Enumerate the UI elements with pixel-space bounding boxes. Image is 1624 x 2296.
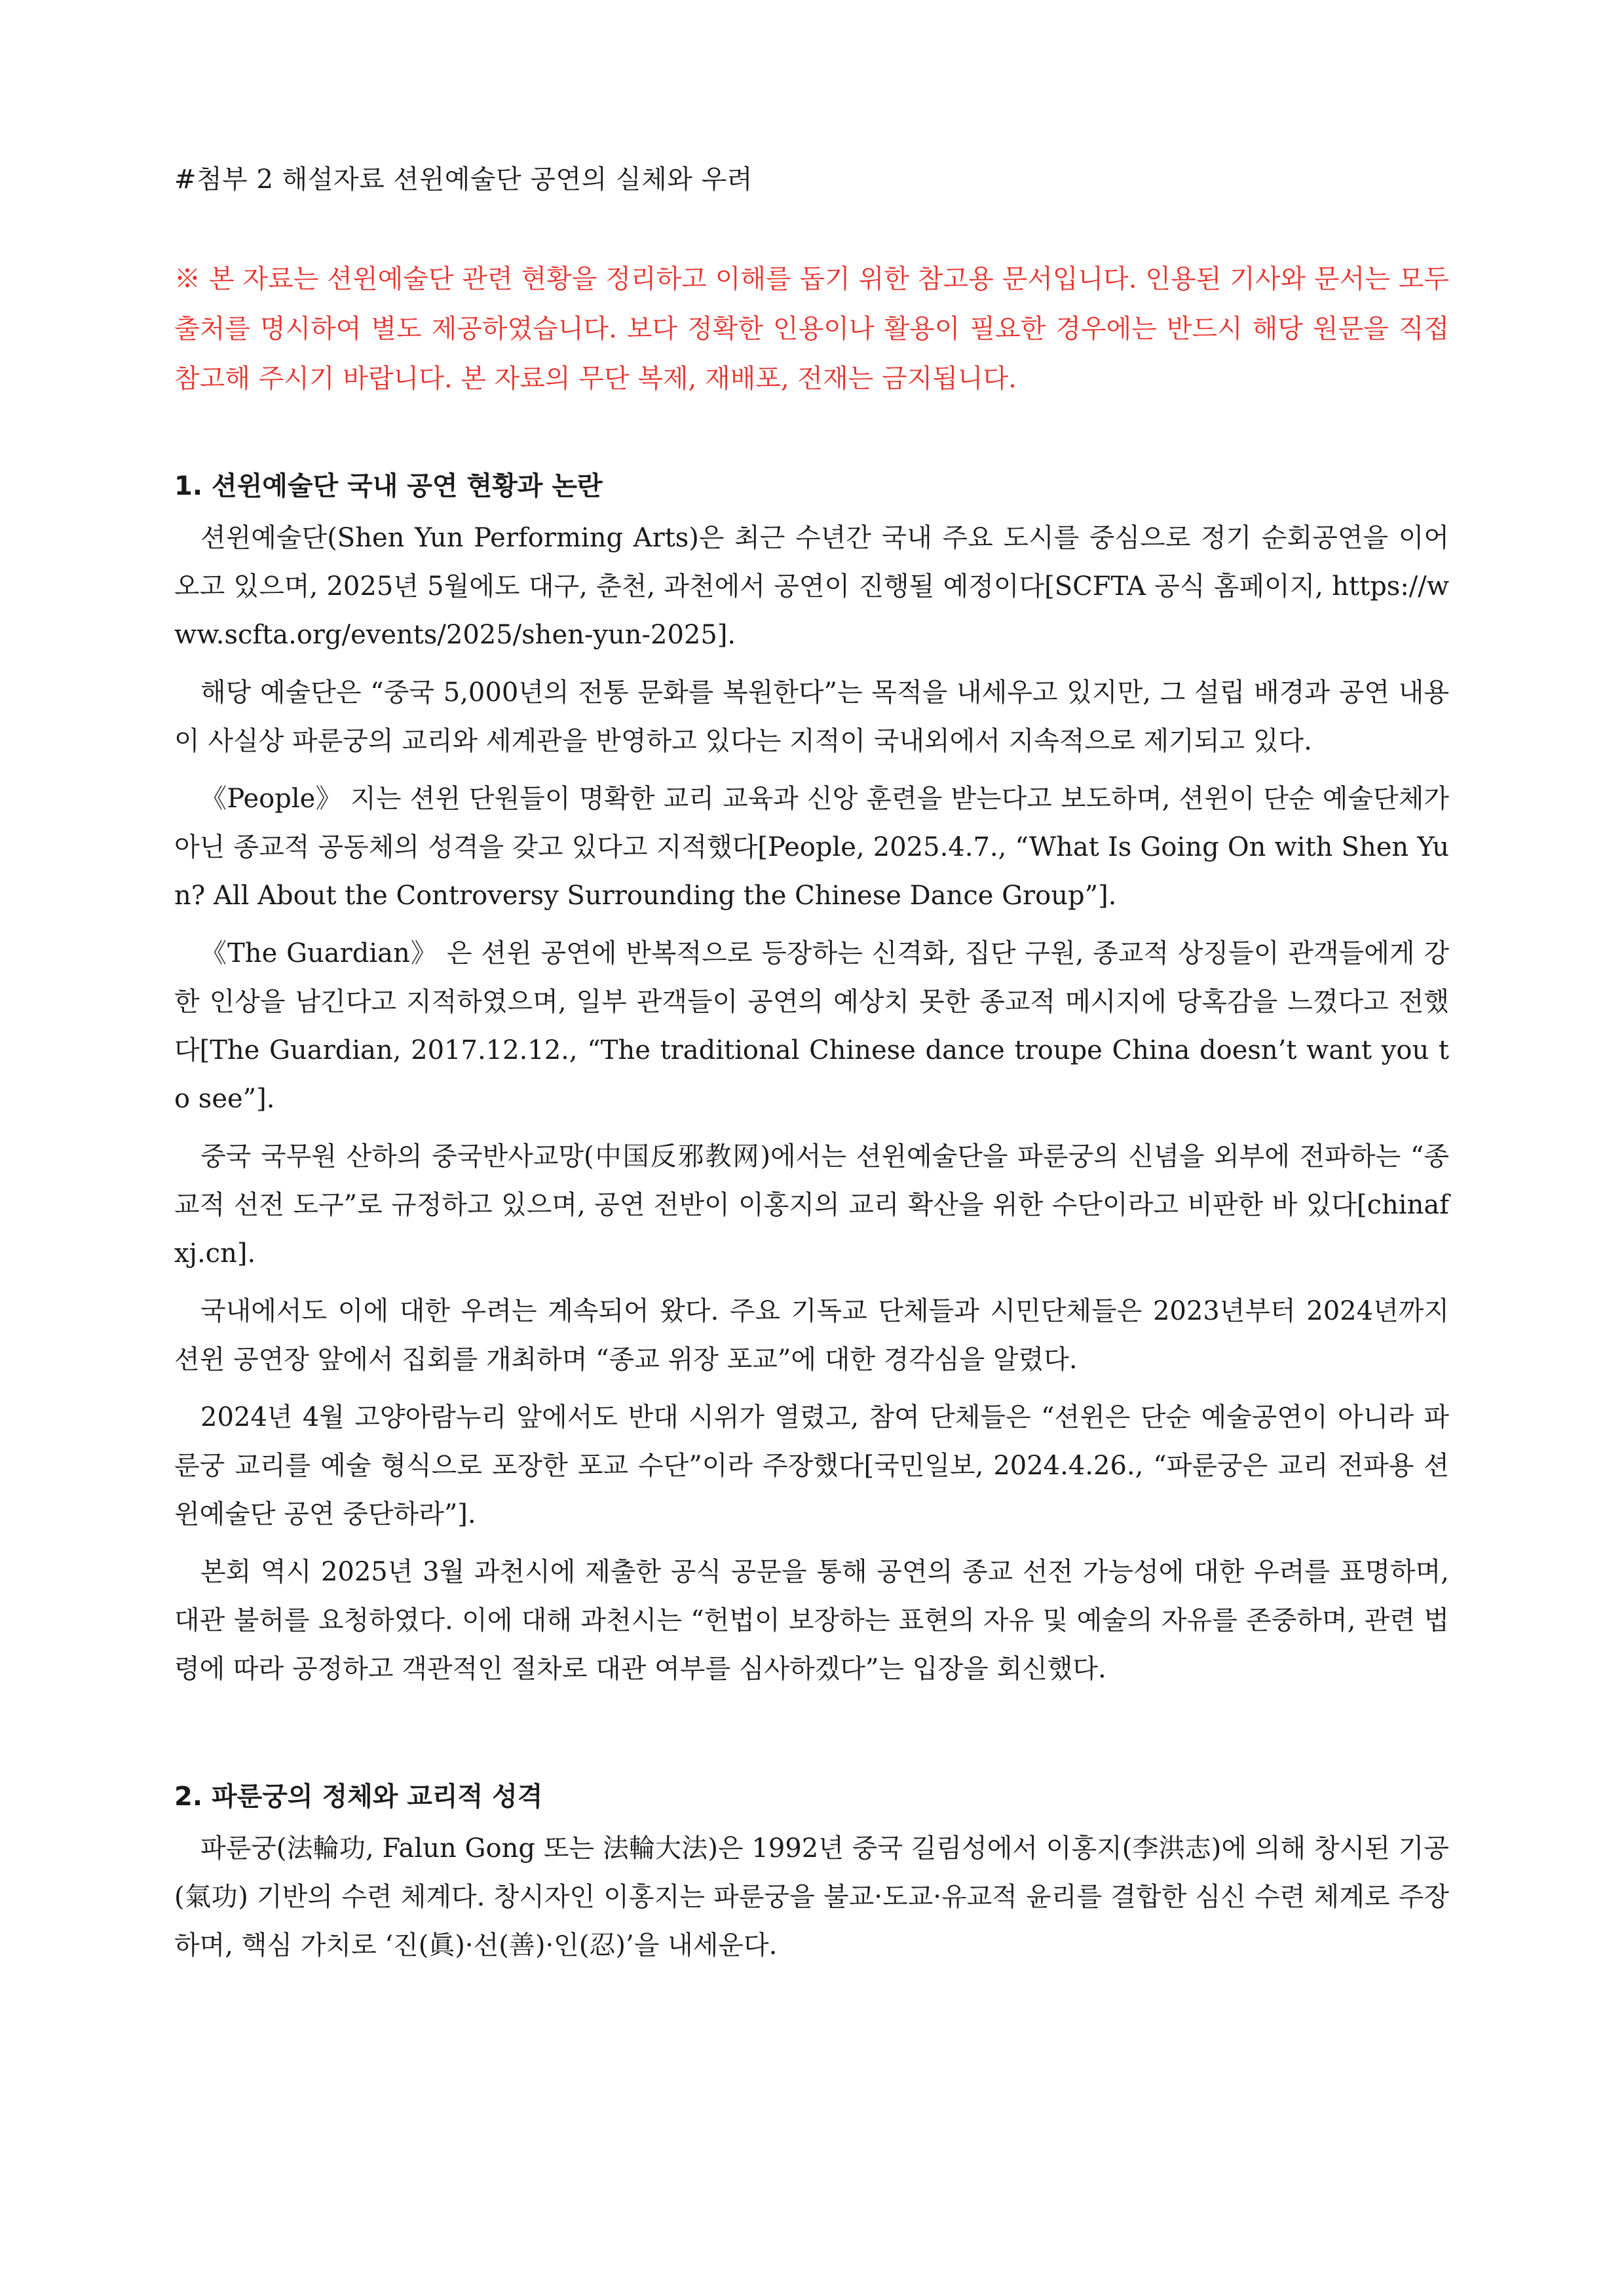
notice-text: ※ 본 자료는 션윈예술단 관련 현황을 정리하고 이해를 돕기 위한 참고용 문서입니다. 인용된 기사와 문서는 모두 출처를 명시하여 별도 제공하였습니다. 보다 정확한 인용이나 활용이 필요한 경우에는 반드시 해당 원문을 직접 참고해 주시기 바랍니다. 본 자료의 무단 복제, 재배포, 전재는 금지됩니다. (174, 264, 1449, 394)
section-1-paragraph-3: 《People》 지는 션윈 단원들이 명확한 교리 교육과 신앙 훈련을 받는다고 보도하며, 션윈이 단순 예술단체가 아닌 종교적 공동체의 성격을 갖고 있다고 지적했다[People, 2025.4.7., “What Is Going On with Shen Yun? All About the Controversy Surrounding the Chinese Dance Group”]. (174, 784, 1449, 911)
section-1-paragraph-1: 션윈예술단(Shen Yun Performing Arts)은 최근 수년간 국내 주요 도시를 중심으로 정기 순회공연을 이어오고 있으며, 2025년 5월에도 대구, 춘천, 과천에서 공연이 진행될 예정이다[SCFTA 공식 홈페이지, https://www.scfta.org/events/2025/shen-yun-2025]. (174, 523, 1449, 650)
section-2-heading: 2. 파룬궁의 정체와 교리적 성격 (174, 1782, 543, 1812)
section-1-paragraph-6: 국내에서도 이에 대한 우려는 계속되어 왔다. 주요 기독교 단체들과 시민단체들은 2023년부터 2024년까지 션윈 공연장 앞에서 집회를 개최하며 “종교 위장 포교”에 대한 경각심을 알렸다. (174, 1296, 1449, 1375)
document-body (174, 160, 1449, 1970)
section-1-paragraph-5: 중국 국무원 산하의 중국반사교망(中国反邪教网)에서는 션윈예술단을 파룬궁의 신념을 외부에 전파하는 “종교적 선전 도구”로 규정하고 있으며, 공연 전반이 이홍지의 교리 확산을 위한 수단이라고 비판한 바 있다[chinafxj.cn]. (174, 1141, 1449, 1269)
section-1-paragraph-4: 《The Guardian》 은 션윈 공연에 반복적으로 등장하는 신격화, 집단 구원, 종교적 상징들이 관객들에게 강한 인상을 남긴다고 지적하였으며, 일부 관객들이 공연의 예상치 못한 종교적 메시지에 당혹감을 느꼈다고 전했다[The Guardian, 2017.12.12., “The traditional Chinese dance troupe China doesn’t want you to see”]. (174, 938, 1449, 1114)
section-2-paragraph-1: 파룬궁(法輪功, Falun Gong 또는 法輪大法)은 1992년 중국 길림성에서 이홍지(李洪志)에 의해 창시된 기공(氣功) 기반의 수련 체계다. 창시자인 이홍지는 파룬궁을 불교·도교·유교적 윤리를 결합한 심신 수련 체계로 주장하며, 핵심 가치로 ‘진(眞)·선(善)·인(忍)’을 내세운다. (174, 1833, 1449, 1961)
section-1-heading: 1. 션윈예술단 국내 공연 현황과 논란 (174, 471, 603, 501)
section-1-paragraph-2: 해당 예술단은 “중국 5,000년의 전통 문화를 복원한다”는 목적을 내세우고 있지만, 그 설립 배경과 공연 내용이 사실상 파룬궁의 교리와 세계관을 반영하고 있다는 지적이 국내외에서 지속적으로 제기되고 있다. (174, 678, 1449, 756)
section-1-paragraph-8: 본회 역시 2025년 3월 과천시에 제출한 공식 공문을 통해 공연의 종교 선전 가능성에 대한 우려를 표명하며, 대관 불허를 요청하였다. 이에 대해 과천시는 “헌법이 보장하는 표현의 자유 및 예술의 자유를 존중하며, 관련 법령에 따라 공정하고 객관적인 절차로 대관 여부를 심사하겠다”는 입장을 회신했다. (174, 1557, 1449, 1684)
attachment-title: #첨부 2 해설자료 션윈예술단 공연의 실체와 우려 (174, 164, 753, 195)
section-1-paragraph-7: 2024년 4월 고양아람누리 앞에서도 반대 시위가 열렸고, 참여 단체들은 “션윈은 단순 예술공연이 아니라 파룬궁 교리를 예술 형식으로 포장한 포교 수단”이라 주장했다[국민일보, 2024.4.26., “파룬궁은 교리 전파용 션윈예술단 공연 중단하라”]. (174, 1402, 1449, 1529)
